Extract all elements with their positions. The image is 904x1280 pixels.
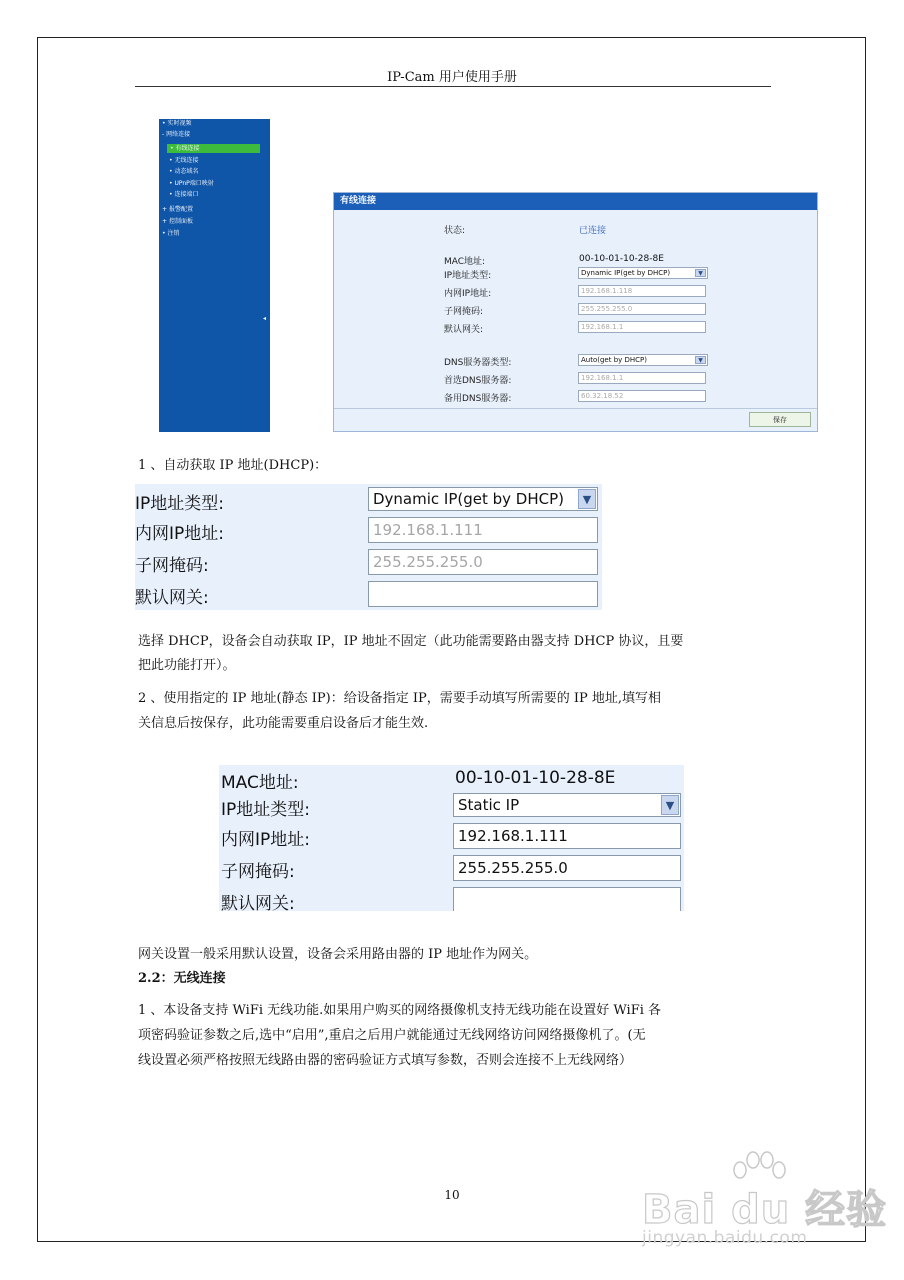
nav-item-live-video[interactable]: • 实时视频 xyxy=(162,120,192,127)
mac-label: MAC地址: xyxy=(221,773,299,793)
ip-type-select[interactable]: Dynamic IP(get by DHCP) ▼ xyxy=(578,267,708,279)
mac-label: MAC地址: xyxy=(444,257,486,267)
gateway-label: 默认网关: xyxy=(221,894,295,914)
gateway-input[interactable]: 192.168.1.1 xyxy=(578,321,706,333)
lan-ip-label: 内网IP地址: xyxy=(135,524,224,544)
lan-ip-input[interactable]: 192.168.1.111 xyxy=(453,823,681,849)
ip-type-select[interactable]: Static IP ▼ xyxy=(453,793,681,817)
chevron-down-icon[interactable]: ▼ xyxy=(695,356,706,364)
collapse-arrow-icon[interactable]: ◂ xyxy=(263,315,267,322)
ip-type-label: IP地址类型: xyxy=(221,800,310,820)
subnet-mask-label: 子网掩码: xyxy=(221,862,295,882)
gateway-label: 默认网关: xyxy=(135,588,209,608)
nav-item-network[interactable]: - 网络连接 xyxy=(162,131,191,138)
save-button[interactable]: 保存 xyxy=(749,412,811,427)
lan-ip-label: 内网IP地址: xyxy=(444,289,492,299)
nav-item-ddns[interactable]: • 动态域名 xyxy=(169,168,199,175)
chevron-down-icon[interactable]: ▼ xyxy=(695,269,706,277)
running-header: IP-Cam 用户使用手册 xyxy=(387,70,517,85)
nav-item-alarm[interactable]: + 报警配置 xyxy=(162,206,193,213)
dhcp-desc-line2: 把此功能打开）。 xyxy=(138,658,236,673)
wireless-line2: 项密码验证参数之后,选中“启用”,重启之后用户就能通过无线网络访问网络摄像机了。(无 xyxy=(138,1028,646,1043)
dns1-input[interactable]: 192.168.1.1 xyxy=(578,372,706,384)
lan-ip-label: 内网IP地址: xyxy=(221,830,310,850)
subnet-mask-label: 子网掩码: xyxy=(135,556,209,576)
status-value: 已连接 xyxy=(579,226,607,236)
gateway-desc: 网关设置一般采用默认设置，设备会采用路由器的 IP 地址作为网关。 xyxy=(138,947,538,962)
nav-item-control[interactable]: + 控制面板 xyxy=(162,218,193,225)
wireless-line3: 线设置必须严格按照无线路由器的密码验证方式填写参数，否则会连接不上无线网络） xyxy=(138,1053,633,1068)
wired-connection-panel xyxy=(333,192,818,432)
dns-type-label: DNS服务器类型: xyxy=(444,358,512,368)
lan-ip-input[interactable]: 192.168.1.118 xyxy=(578,285,706,297)
baidu-jingyan-watermark xyxy=(640,1150,888,1250)
nav-item-wired[interactable]: • 有线连接 xyxy=(167,144,260,153)
watermark-url: jingyan.baidu.com xyxy=(642,1228,808,1248)
settings-sidebar xyxy=(159,119,270,432)
dns-type-select[interactable]: Auto(get by DHCP) ▼ xyxy=(578,354,708,366)
panel-footer xyxy=(334,408,817,431)
dns1-label: 首选DNS服务器: xyxy=(444,376,512,386)
dhcp-form-screenshot xyxy=(135,484,602,610)
subnet-mask-input[interactable]: 255.255.255.0 xyxy=(578,303,706,315)
gateway-input[interactable] xyxy=(453,887,681,911)
chevron-down-icon[interactable]: ▼ xyxy=(661,795,679,815)
static-ip-form-screenshot xyxy=(219,765,684,914)
gateway-label: 默认网关: xyxy=(444,325,484,335)
watermark-logo: Bai du 经验 xyxy=(642,1187,888,1233)
page-number: 10 xyxy=(444,1188,460,1202)
panel-title: 有线连接 xyxy=(334,193,817,210)
subnet-mask-label: 子网掩码: xyxy=(444,307,484,317)
dhcp-desc-line1: 选择 DHCP，设备会自动获取 IP，IP 地址不固定（此功能需要路由器支持 DHCP 协议，且要 xyxy=(138,634,684,649)
nav-item-logout[interactable]: • 注销 xyxy=(162,230,180,237)
wireless-line1: 1 、本设备支持 WiFi 无线功能.如果用户购买的网络摄像机支持无线功能在设置好 WiFi 各 xyxy=(138,1003,662,1018)
gateway-input[interactable] xyxy=(368,581,598,607)
status-label: 状态: xyxy=(444,226,466,236)
ip-type-label: IP地址类型: xyxy=(135,494,224,514)
nav-item-wireless[interactable]: • 无线连接 xyxy=(169,157,199,164)
section2-line2: 关信息后按保存，此功能需要重启设备后才能生效. xyxy=(138,716,429,731)
nav-item-upnp[interactable]: • UPnP端口映射 xyxy=(169,180,214,187)
subnet-mask-input[interactable]: 255.255.255.0 xyxy=(453,855,681,881)
subnet-mask-input[interactable]: 255.255.255.0 xyxy=(368,549,598,575)
section1-heading: 1 、自动获取 IP 地址(DHCP)： xyxy=(138,458,328,473)
dns2-input[interactable]: 60.32.18.52 xyxy=(578,390,706,402)
dns2-label: 备用DNS服务器: xyxy=(444,394,512,404)
chevron-down-icon[interactable]: ▼ xyxy=(578,489,596,509)
ip-type-label: IP地址类型: xyxy=(444,271,492,281)
ip-type-select[interactable]: Dynamic IP(get by DHCP) ▼ xyxy=(368,487,598,511)
section2-line1: 2 、使用指定的 IP 地址(静态 IP)：给设备指定 IP，需要手动填写所需要的 IP 地址,填写相 xyxy=(138,691,662,706)
nav-item-port[interactable]: • 连接端口 xyxy=(169,191,199,198)
mac-value: 00-10-01-10-28-8E xyxy=(579,254,664,264)
header-rule xyxy=(135,86,771,87)
mac-value: 00-10-01-10-28-8E xyxy=(455,768,616,788)
wireless-heading: 2.2：无线连接 xyxy=(138,971,226,986)
lan-ip-input[interactable]: 192.168.1.111 xyxy=(368,517,598,543)
